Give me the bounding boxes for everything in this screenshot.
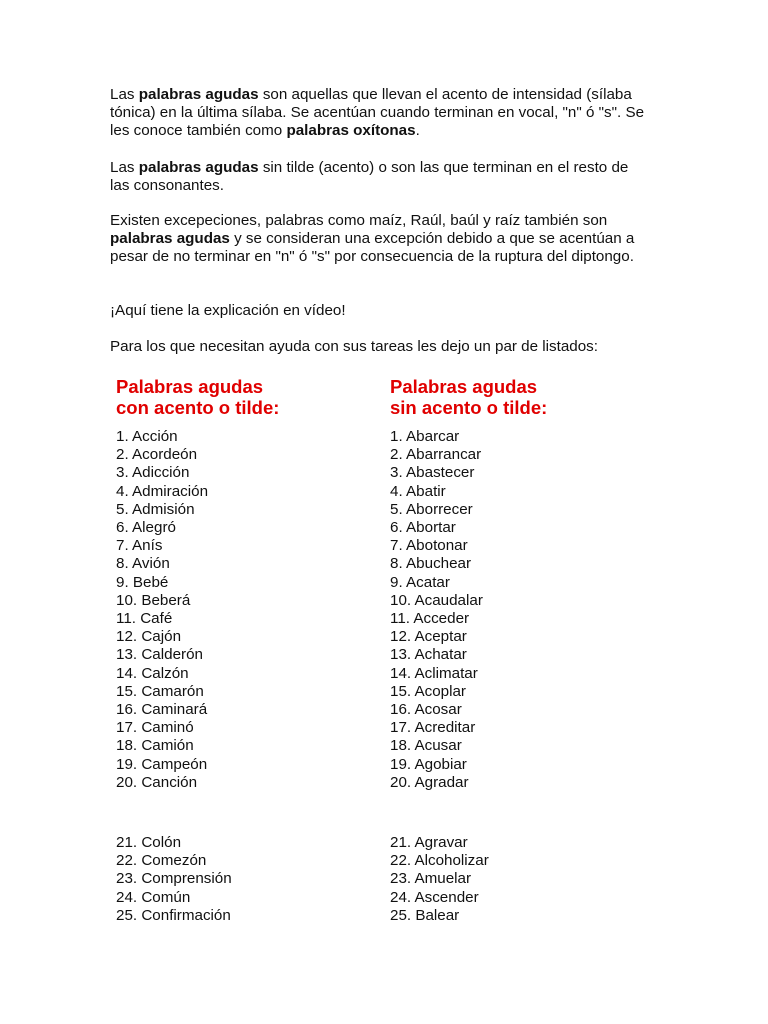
- list-item: 3. Adicción: [116, 464, 190, 482]
- list-item: 2. Abarrancar: [390, 446, 482, 464]
- list-item: 22. Alcoholizar: [390, 852, 489, 870]
- list-item: 21. Agravar: [390, 834, 468, 851]
- list-item: 7. Abotonar: [390, 537, 468, 555]
- text-run: sin tilde (acento) o son las que terminan en el resto de las consonantes.: [110, 159, 629, 194]
- column-title: [390, 376, 650, 418]
- list-item: 23. Comprensión: [116, 870, 232, 888]
- list-item: 10. Acaudalar: [390, 591, 483, 609]
- list-item: 19. Agobiar: [390, 755, 467, 773]
- list-item: 2. Acordeón: [116, 446, 198, 464]
- text-run: Existen excepeciones, palabras como maíz, Raúl, baúl y raíz también son: [110, 212, 608, 229]
- list-item: 13. Calderón: [116, 646, 203, 664]
- column-title-line: Palabras agudas: [390, 376, 538, 397]
- bold-term: palabras agudas: [110, 230, 230, 247]
- list-item: 10. Beberá: [116, 591, 191, 609]
- list-item: 9. Bebé: [116, 573, 169, 591]
- list-item: 8. Abuchear: [390, 555, 472, 573]
- list-item: 11. Acceder: [390, 610, 470, 628]
- list-item: 19. Campeón: [116, 755, 208, 773]
- text-run: son aquellas que llevan el acento de intensidad (sílaba tónica) en la última sílaba. Se acentúan cuando terminan en vocal, "n" ó "s". Se les conoce también como: [110, 86, 645, 139]
- list-item: 20. Agradar: [390, 773, 469, 791]
- list-item: 24. Ascender: [390, 888, 479, 906]
- list-item: 15. Camarón: [116, 682, 204, 700]
- list-item: 18. Acusar: [390, 737, 462, 755]
- list-item: 8. Avión: [116, 555, 170, 573]
- list-item: 11. Café: [116, 610, 173, 628]
- list-item: 22. Comezón: [116, 852, 207, 870]
- bold-term: palabras oxítonas: [286, 122, 416, 139]
- list-item: 6. Abortar: [390, 519, 456, 537]
- list-column-with-accent: [116, 376, 376, 924]
- list-item: 16. Acosar: [390, 701, 462, 719]
- list-item: 23. Amuelar: [390, 870, 472, 888]
- word-list: [116, 428, 376, 792]
- list-item: 1. Abarcar: [390, 428, 460, 445]
- intro-paragraph-3: [110, 212, 650, 266]
- text-run: .: [415, 122, 420, 139]
- list-item: 14. Calzón: [116, 664, 189, 682]
- word-list-continued: [116, 834, 232, 925]
- intro-paragraph-2: [110, 159, 650, 195]
- list-item: 4. Admiración: [116, 482, 209, 500]
- column-title-line: con acento o tilde:: [116, 397, 280, 418]
- list-item: 25. Confirmación: [116, 906, 231, 924]
- video-note: ¡Aquí tiene la explicación en vídeo!: [110, 302, 346, 319]
- column-title-line: Palabras agudas: [116, 376, 264, 397]
- list-item: 25. Balear: [390, 906, 460, 924]
- list-item: 17. Caminó: [116, 719, 194, 737]
- list-item: 3. Abastecer: [390, 464, 475, 482]
- list-item: 5. Aborrecer: [390, 500, 473, 518]
- list-item: 1. Acción: [116, 428, 178, 445]
- text-run: Las: [110, 86, 139, 103]
- list-item: 12. Cajón: [116, 628, 182, 646]
- list-item: 17. Acreditar: [390, 719, 476, 737]
- column-title: [116, 376, 376, 418]
- bold-term: palabras agudas: [138, 86, 259, 103]
- list-column-without-accent: [390, 376, 650, 924]
- list-item: 21. Colón: [116, 834, 182, 851]
- list-item: 15. Acoplar: [390, 682, 466, 700]
- list-item: 18. Camión: [116, 737, 194, 755]
- list-item: 6. Alegró: [116, 519, 176, 537]
- text-run: y se consideran una excepción debido a que se acentúan a pesar de no terminar en "n" ó "s" por consecuencia de la ruptura del diptongo.: [110, 230, 635, 265]
- list-item: 4. Abatir: [390, 482, 446, 500]
- column-title-line: sin acento o tilde:: [390, 397, 548, 418]
- list-item: 9. Acatar: [390, 573, 450, 591]
- list-item: 13. Achatar: [390, 646, 467, 664]
- word-list-continued: [390, 834, 489, 925]
- bold-term: palabras agudas: [138, 159, 259, 176]
- list-item: 24. Común: [116, 888, 191, 906]
- list-item: 5. Admisión: [116, 500, 195, 518]
- list-item: 7. Anís: [116, 537, 163, 555]
- list-item: 20. Canción: [116, 773, 198, 791]
- list-item: 12. Aceptar: [390, 628, 467, 646]
- lists-intro: Para los que necesitan ayuda con sus tareas les dejo un par de listados:: [110, 338, 598, 355]
- list-item: 16. Caminará: [116, 701, 208, 719]
- intro-paragraph-1: [110, 86, 650, 140]
- list-item: 14. Aclimatar: [390, 664, 478, 682]
- text-run: Las: [110, 159, 139, 176]
- word-list: [390, 428, 650, 792]
